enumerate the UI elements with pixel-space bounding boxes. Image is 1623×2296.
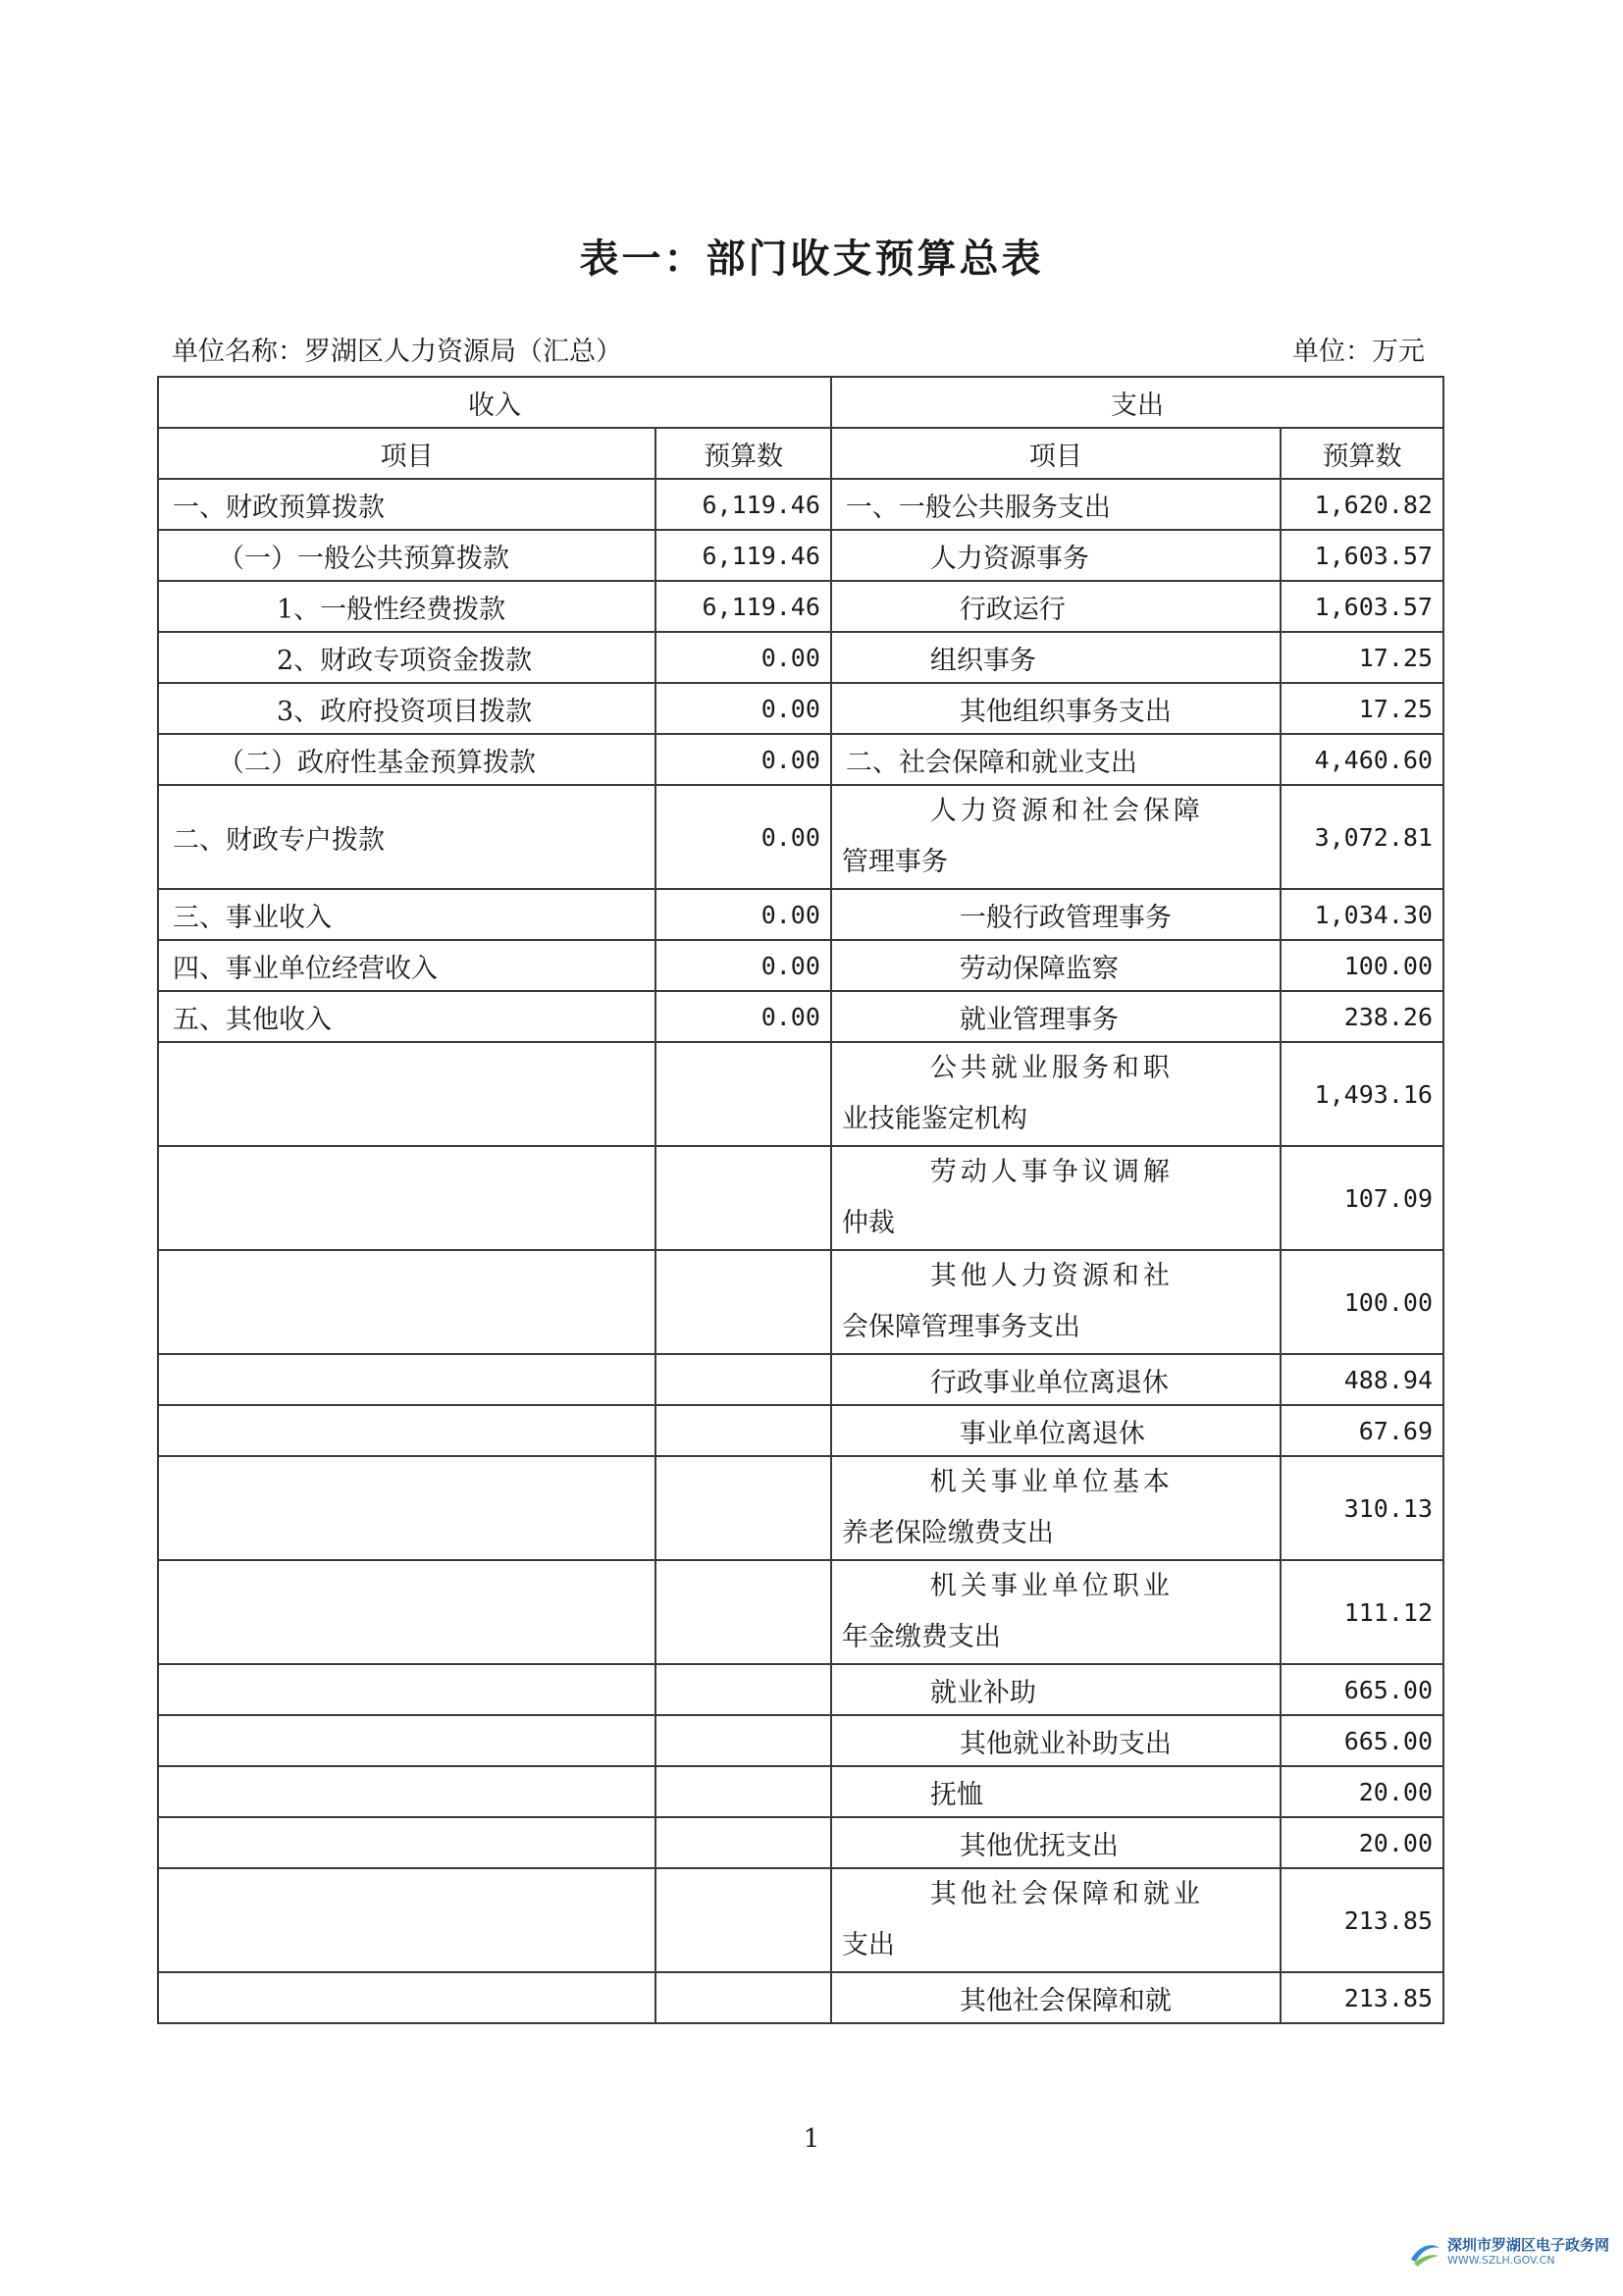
income-amount: 6,119.46 [655,581,831,632]
expense-item: 人力资源事务 [831,530,1281,581]
expense-item-line1: 人力资源和社会保障 [929,796,1204,826]
expense-item-line2: 仲裁 [841,1208,895,1238]
table-row [158,581,1443,632]
income-amount: 0.00 [655,991,831,1042]
table-row [158,1250,1443,1354]
table-row [158,530,1443,581]
expense-item [831,1868,1281,1972]
empty-cell [655,1766,831,1817]
expense-item: 事业单位离退休 [831,1405,1281,1456]
table-row [158,1146,1443,1250]
table-header-row [158,377,1443,428]
expense-item-line2: 年金缴费支出 [841,1622,1001,1652]
expense-item: 抚恤 [831,1766,1281,1817]
table-row [158,1405,1443,1456]
expense-amount: 665.00 [1281,1664,1443,1715]
expense-amount: 100.00 [1281,1250,1443,1354]
expense-item-line2: 会保障管理事务支出 [841,1312,1080,1342]
watermark-text [1447,2237,1609,2269]
expense-item [831,1456,1281,1560]
empty-cell [655,1868,831,1972]
page-title: 表一：部门收支预算总表 [579,236,1044,282]
empty-cell [655,1972,831,2023]
empty-cell [655,1146,831,1250]
expense-amount: 17.25 [1281,683,1443,734]
income-amount: 0.00 [655,683,831,734]
empty-cell [655,1042,831,1146]
table-row [158,683,1443,734]
expense-header: 支出 [831,377,1443,428]
expense-item: 一、一般公共服务支出 [831,479,1281,530]
table-row [158,940,1443,991]
table-subheader-row [158,428,1443,479]
empty-cell [655,1354,831,1405]
table-row [158,1664,1443,1715]
empty-cell [655,1664,831,1715]
expense-amount: 310.13 [1281,1456,1443,1560]
income-amount: 0.00 [655,632,831,683]
expense-item-line1: 机关事业单位基本 [929,1467,1174,1497]
expense-amount: 67.69 [1281,1405,1443,1456]
expense-item [831,1250,1281,1354]
empty-cell [158,1868,655,1972]
expense-amount: 17.25 [1281,632,1443,683]
expense-amount: 20.00 [1281,1817,1443,1868]
table-row [158,1560,1443,1664]
income-item-header: 项目 [158,428,655,479]
empty-cell [158,1972,655,2023]
empty-cell [158,1664,655,1715]
table-row [158,889,1443,940]
expense-item: 劳动保障监察 [831,940,1281,991]
empty-cell [655,1456,831,1560]
expense-amount: 111.12 [1281,1560,1443,1664]
expense-item [831,1146,1281,1250]
expense-item: 组织事务 [831,632,1281,683]
income-item: 2、财政专项资金拨款 [158,632,655,683]
expense-amount: 1,620.82 [1281,479,1443,530]
empty-cell [158,1715,655,1766]
expense-item: 其他优抚支出 [831,1817,1281,1868]
expense-amount: 1,603.57 [1281,581,1443,632]
expense-item [831,1042,1281,1146]
expense-item-line2: 管理事务 [841,847,948,877]
income-amount: 6,119.46 [655,530,831,581]
expense-item: 二、社会保障和就业支出 [831,734,1281,785]
watermark-line2: WWW.SZLH.GOV.CN [1446,2254,1555,2267]
income-item: 1、一般性经费拨款 [158,581,655,632]
table-row [158,1817,1443,1868]
table-row [158,991,1443,1042]
table-row [158,1354,1443,1405]
expense-item: 其他社会保障和就 [831,1972,1281,2023]
expense-item-line1: 劳动人事争议调解 [929,1157,1174,1187]
expense-item-line1: 机关事业单位职业 [929,1571,1174,1601]
income-amount: 0.00 [655,734,831,785]
budget-table [157,376,1444,2024]
empty-cell [158,1456,655,1560]
empty-cell [158,1042,655,1146]
expense-amount: 3,072.81 [1281,785,1443,889]
expense-item-line1: 公共就业服务和职 [929,1053,1174,1083]
expense-item-line2: 业技能鉴定机构 [841,1104,1027,1134]
expense-item: 其他就业补助支出 [831,1715,1281,1766]
empty-cell [158,1817,655,1868]
income-item: 3、政府投资项目拨款 [158,683,655,734]
expense-amount: 100.00 [1281,940,1443,991]
table-row [158,734,1443,785]
empty-cell [655,1560,831,1664]
income-item: 一、财政预算拨款 [158,479,655,530]
expense-item: 行政运行 [831,581,1281,632]
expense-amount: 1,603.57 [1281,530,1443,581]
table-row [158,1766,1443,1817]
table-row [158,632,1443,683]
expense-item-line1: 其他社会保障和就业 [929,1879,1204,1909]
income-item: 五、其他收入 [158,991,655,1042]
unit-name: 单位名称：罗湖区人力资源局（汇总） [172,337,622,367]
income-amount: 0.00 [655,785,831,889]
expense-item [831,785,1281,889]
expense-amount: 107.09 [1281,1146,1443,1250]
table-row [158,479,1443,530]
empty-cell [655,1405,831,1456]
table-row [158,1868,1443,1972]
empty-cell [655,1250,831,1354]
income-amount: 0.00 [655,940,831,991]
income-header: 收入 [158,377,831,428]
expense-amount: 238.26 [1281,991,1443,1042]
expense-item: 就业管理事务 [831,991,1281,1042]
income-item: 四、事业单位经营收入 [158,940,655,991]
expense-amount: 213.85 [1281,1972,1443,2023]
empty-cell [158,1250,655,1354]
table-row [158,1456,1443,1560]
unit-measure: 单位：万元 [1292,337,1425,367]
expense-item: 一般行政管理事务 [831,889,1281,940]
empty-cell [158,1146,655,1250]
expense-amount: 4,460.60 [1281,734,1443,785]
expense-item-line2: 支出 [841,1930,895,1960]
income-item: （一）一般公共预算拨款 [158,530,655,581]
watermark-logo [1408,2237,1609,2269]
expense-amount: 1,034.30 [1281,889,1443,940]
table-row [158,785,1443,889]
expense-item-line1: 其他人力资源和社 [929,1261,1174,1291]
expense-item-line2: 养老保险缴费支出 [841,1518,1054,1548]
empty-cell [158,1405,655,1456]
income-amount: 0.00 [655,889,831,940]
expense-item: 就业补助 [831,1664,1281,1715]
empty-cell [655,1817,831,1868]
table-row [158,1715,1443,1766]
empty-cell [158,1766,655,1817]
table-row [158,1972,1443,2023]
expense-amount: 213.85 [1281,1868,1443,1972]
page-number: 1 [803,2124,820,2154]
expense-item: 行政事业单位离退休 [831,1354,1281,1405]
table-row [158,1042,1443,1146]
expense-amount: 20.00 [1281,1766,1443,1817]
expense-item [831,1560,1281,1664]
watermark-line1: 深圳市罗湖区电子政务网 [1446,2236,1609,2254]
empty-cell [158,1354,655,1405]
income-item: 三、事业收入 [158,889,655,940]
expense-item: 其他组织事务支出 [831,683,1281,734]
income-amount: 6,119.46 [655,479,831,530]
expense-amount: 1,493.16 [1281,1042,1443,1146]
income-item: （二）政府性基金预算拨款 [158,734,655,785]
expense-amount: 488.94 [1281,1354,1443,1405]
income-item: 二、财政专户拨款 [158,785,655,889]
expense-amount: 665.00 [1281,1715,1443,1766]
income-amount-header: 预算数 [655,428,831,479]
empty-cell [158,1560,655,1664]
expense-amount-header: 预算数 [1281,428,1443,479]
expense-item-header: 项目 [831,428,1281,479]
swoosh-icon [1408,2238,1441,2268]
empty-cell [655,1715,831,1766]
